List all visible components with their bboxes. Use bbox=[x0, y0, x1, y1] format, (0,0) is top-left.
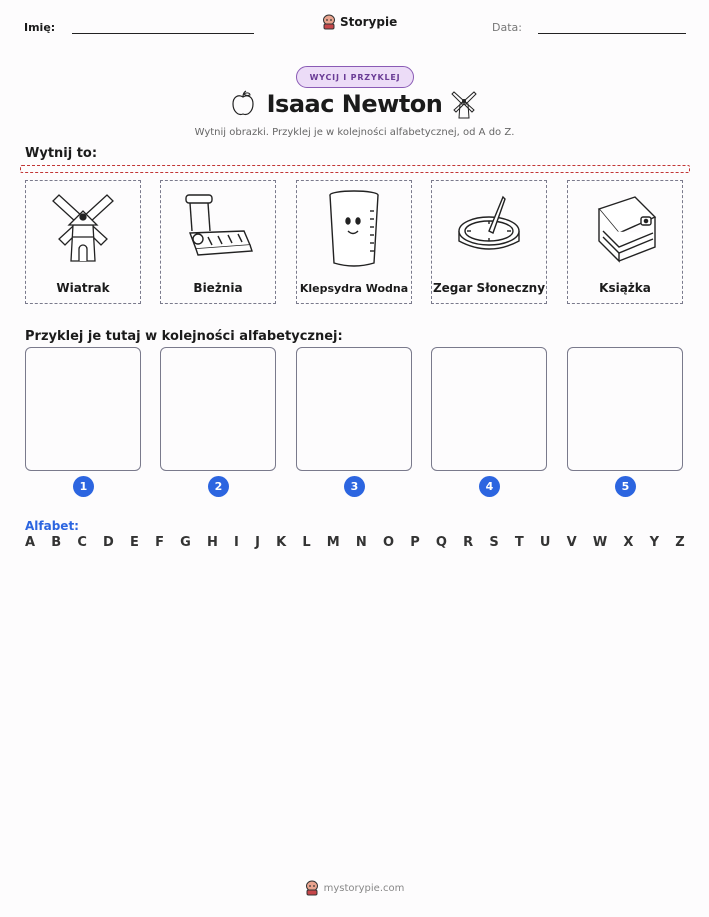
card-label: Książka bbox=[599, 281, 651, 295]
letter: I bbox=[234, 535, 239, 550]
letter: D bbox=[103, 535, 114, 550]
footer-link[interactable]: mystorypie.com bbox=[323, 882, 405, 894]
paste-slot-2[interactable] bbox=[160, 347, 276, 471]
storypie-mascot-icon bbox=[322, 14, 336, 30]
windmill-icon bbox=[45, 187, 121, 267]
letter: P bbox=[410, 535, 420, 550]
letter: Y bbox=[649, 535, 660, 550]
date-label: Data: bbox=[492, 21, 522, 34]
letter: C bbox=[77, 535, 87, 550]
letter: N bbox=[355, 535, 367, 550]
paste-slot-4[interactable] bbox=[431, 347, 547, 471]
letter: V bbox=[566, 535, 577, 550]
letter: Q bbox=[435, 535, 447, 550]
letter: E bbox=[130, 535, 139, 550]
card-label: Klepsydra Wodna bbox=[299, 282, 409, 295]
instructions: Wytnij obrazki. Przyklej je w kolejności alfabetycznej, od A do Z. bbox=[194, 127, 515, 138]
slot-number-1: 1 bbox=[73, 476, 94, 497]
letter: W bbox=[592, 535, 608, 550]
slot-number-4: 4 bbox=[479, 476, 500, 497]
letter: G bbox=[180, 535, 191, 550]
letter: K bbox=[276, 535, 287, 550]
card-label: Wiatrak bbox=[56, 281, 110, 295]
card-label: Zegar Słoneczny bbox=[432, 281, 546, 295]
letter: M bbox=[326, 535, 340, 550]
letter: J bbox=[255, 535, 260, 550]
letter: X bbox=[623, 535, 634, 550]
activity-badge: WYCIJ I PRZYKLEJ bbox=[296, 66, 414, 88]
slot-number-3: 3 bbox=[344, 476, 365, 497]
letter: Z bbox=[675, 535, 685, 550]
letter: A bbox=[25, 535, 36, 550]
paste-slot-1[interactable] bbox=[25, 347, 141, 471]
name-label: Imię: bbox=[24, 21, 56, 34]
card-water-clock[interactable] bbox=[296, 180, 412, 304]
alphabet-row bbox=[25, 535, 685, 550]
letter: F bbox=[155, 535, 164, 550]
footer bbox=[0, 880, 709, 896]
card-windmill[interactable] bbox=[25, 180, 141, 304]
card-treadmill[interactable] bbox=[160, 180, 276, 304]
book-icon bbox=[585, 187, 665, 267]
cut-heading: Wytnij to: bbox=[25, 146, 98, 161]
card-label: Bieżnia bbox=[193, 281, 243, 295]
water-clock-icon bbox=[324, 187, 384, 269]
date-line[interactable] bbox=[538, 33, 686, 34]
card-sundial[interactable] bbox=[431, 180, 547, 304]
card-book[interactable] bbox=[567, 180, 683, 304]
windmill-small-icon bbox=[450, 90, 478, 120]
page-title: Isaac Newton bbox=[266, 90, 443, 118]
paste-slot-3[interactable] bbox=[296, 347, 412, 471]
letter: O bbox=[382, 535, 395, 550]
alphabet-label: Alfabet: bbox=[25, 519, 79, 533]
sundial-icon bbox=[449, 187, 529, 267]
letter: U bbox=[539, 535, 551, 550]
brand-name: Storypie bbox=[340, 15, 398, 29]
slot-number-5: 5 bbox=[615, 476, 636, 497]
paste-heading: Przyklej je tutaj w kolejności alfabetycznej: bbox=[25, 329, 343, 344]
cut-line bbox=[20, 165, 690, 173]
letter: H bbox=[206, 535, 218, 550]
brand-logo bbox=[322, 14, 397, 30]
letter: S bbox=[489, 535, 499, 550]
name-line[interactable] bbox=[72, 33, 254, 34]
paste-slot-5[interactable] bbox=[567, 347, 683, 471]
treadmill-icon bbox=[178, 187, 258, 267]
letter: R bbox=[463, 535, 474, 550]
letter: B bbox=[51, 535, 62, 550]
storypie-mascot-icon bbox=[305, 880, 319, 896]
letter: T bbox=[514, 535, 524, 550]
letter: L bbox=[302, 535, 311, 550]
slot-number-2: 2 bbox=[208, 476, 229, 497]
